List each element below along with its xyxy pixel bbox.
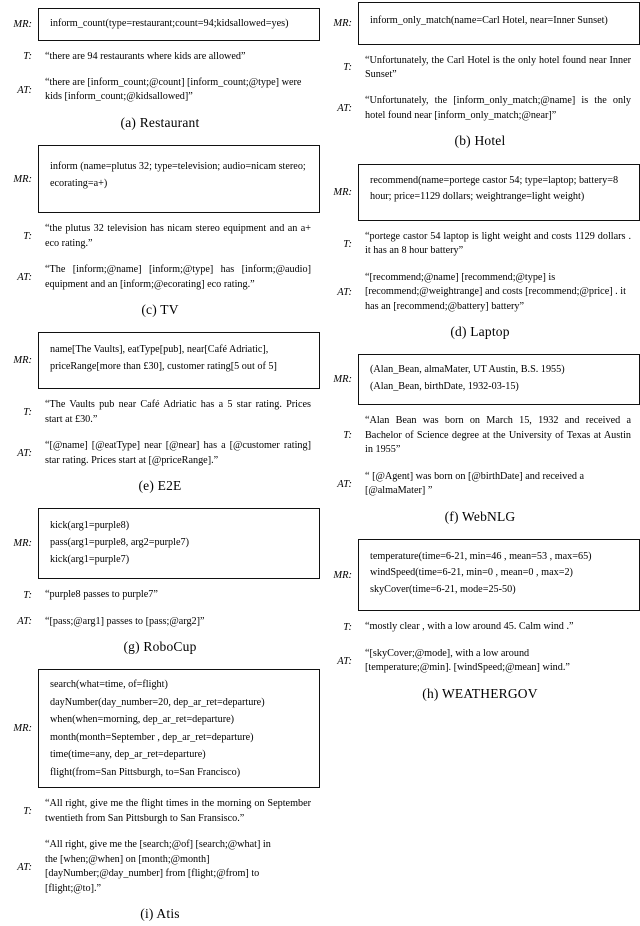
t-label: T: xyxy=(343,430,352,442)
t-label: T: xyxy=(23,51,32,63)
at-text-webnlg: “ [@Agent] was born on [@birthDate] and received a [@almaMater] ” xyxy=(365,470,585,497)
t-text-weathergov: “mostly clear , with a low around 45. Calm wind .” xyxy=(365,621,574,633)
panel-tv xyxy=(0,145,320,320)
panel-atis xyxy=(0,669,320,924)
at-text-restaurant: “there are [inform_count;@count] [inform_count;@type] were kids [inform_count;@kidsallowed]” xyxy=(45,77,302,103)
mr-line: inform_only_match(name=Carl Hotel, near=Inner Sunset) xyxy=(370,15,608,26)
t-row xyxy=(320,227,640,262)
mr-row xyxy=(0,508,320,579)
panel-caption-e2e: (e) E2E xyxy=(138,478,182,494)
mr-line: when(when=morning, dep_ar_ret=departure) xyxy=(50,714,235,726)
t-text-robocup: “purple8 passes to purple7” xyxy=(45,589,158,601)
at-row xyxy=(320,467,640,502)
mr-row xyxy=(0,669,320,788)
mr-line: temperature(time=6-21, min=46 , mean=53 , max=65) xyxy=(370,550,592,562)
mr-line: month(month=September , dep_ar_ret=departure) xyxy=(50,731,254,743)
at-row xyxy=(320,644,640,679)
mr-label: MR: xyxy=(13,355,32,367)
t-row xyxy=(320,51,640,86)
at-label: AT: xyxy=(337,655,352,667)
at-label: AT: xyxy=(17,448,32,460)
t-row xyxy=(0,219,320,254)
mr-line: kick(arg1=purple7) xyxy=(50,553,130,565)
mr-line: pass(arg1=purple8, arg2=purple7) xyxy=(50,536,189,548)
at-label: AT: xyxy=(17,616,32,628)
mr-box-atis xyxy=(38,669,320,788)
at-row xyxy=(0,612,320,632)
mr-label: MR: xyxy=(13,18,32,30)
mr-line: inform (name=plutus 32; type=television; audio=nicam stereo; ecorating=a+) xyxy=(50,161,306,189)
mr-line: kick(arg1=purple8) xyxy=(50,520,130,532)
mr-row xyxy=(0,332,320,389)
panel-caption-robocup: (g) RoboCup xyxy=(123,638,197,654)
at-label: AT: xyxy=(337,478,352,490)
t-text-tv: “the plutus 32 television has nicam stereo equipment and an a+ eco rating.” xyxy=(45,223,311,249)
mr-box-robocup xyxy=(38,508,320,579)
at-text-robocup: “[pass;@arg1] passes to [pass;@arg2]” xyxy=(45,615,205,627)
t-label: T: xyxy=(343,622,352,634)
mr-line: flight(from=San Pittsburgh, to=San Francisco) xyxy=(50,766,241,778)
mr-box-webnlg xyxy=(358,354,640,405)
mr-row xyxy=(320,539,640,612)
mr-line: search(what=time, of=flight) xyxy=(50,679,168,691)
t-row xyxy=(0,395,320,430)
t-row xyxy=(320,411,640,460)
at-row xyxy=(0,835,320,899)
at-text-hotel: “Unfortunately, the [inform_only_match;@name] is the only hotel found near [inform_only_match;@near]” xyxy=(365,95,631,121)
panel-caption-atis: (i) Atis xyxy=(140,906,180,922)
mr-box-hotel xyxy=(358,2,640,45)
t-text-laptop: “portege castor 54 laptop is light weight and costs 1129 dollars . it has an 8 hour battery” xyxy=(365,230,631,257)
panel-webnlg xyxy=(320,354,640,527)
mr-line: recommend(name=portege castor 54; type=laptop; battery=8 hour; price=1129 dollars; weightrange=light weight) xyxy=(370,174,619,203)
t-text-e2e: “The Vaults pub near Café Adriatic has a 5 star rating. Prices start at £30.” xyxy=(45,399,311,425)
mr-line: inform_count(type=restaurant;count=94;kidsallowed=yes) xyxy=(50,18,289,29)
t-row xyxy=(320,617,640,637)
mr-label: MR: xyxy=(333,374,352,386)
panel-caption-webnlg: (f) WebNLG xyxy=(444,508,516,524)
t-label: T: xyxy=(23,407,32,419)
figure-column-left xyxy=(0,0,320,925)
mr-line: windSpeed(time=6-21, min=0 , mean=0 , max=2) xyxy=(370,567,573,579)
at-row xyxy=(320,268,640,317)
t-row xyxy=(0,585,320,605)
t-text-restaurant: “there are 94 restaurants where kids are allowed” xyxy=(45,50,246,62)
panel-caption-hotel: (b) Hotel xyxy=(454,133,506,149)
at-label: AT: xyxy=(17,861,32,873)
at-label: AT: xyxy=(337,286,352,298)
mr-label: MR: xyxy=(13,173,32,185)
t-label: T: xyxy=(23,806,32,818)
at-text-e2e: “[@name] [@eatType] near [@near] has a [@customer rating] star rating. Prices start at [@priceRange].” xyxy=(45,440,311,466)
t-text-hotel: “Unfortunately, the Carl Hotel is the only hotel found near Inner Sunset” xyxy=(365,54,631,80)
mr-box-tv xyxy=(38,145,320,213)
t-row xyxy=(0,47,320,67)
mr-row xyxy=(320,2,640,45)
at-row xyxy=(0,73,320,108)
mr-row xyxy=(320,354,640,405)
t-row xyxy=(0,794,320,829)
t-text-webnlg: “Alan Bean was born on March 15, 1932 and received a Bachelor of Science degree at the University of Texas at Austin in 1955” xyxy=(365,415,631,456)
mr-box-restaurant xyxy=(38,8,320,41)
at-text-tv: “The [inform;@name] [inform;@type] has [inform;@audio] equipment and an [inform;@ecorating] eco rating.” xyxy=(45,264,311,290)
panel-caption-tv: (c) TV xyxy=(141,302,179,318)
mr-row xyxy=(0,145,320,213)
t-label: T: xyxy=(343,62,352,74)
at-text-weathergov: “[skyCover;@mode], with a low around [temperature;@min]. [windSpeed;@mean] wind.” xyxy=(365,647,570,674)
t-label: T: xyxy=(343,238,352,250)
figure-column-right xyxy=(320,0,640,704)
panel-laptop xyxy=(320,164,640,343)
mr-row xyxy=(0,8,320,41)
panel-robocup xyxy=(0,508,320,657)
t-text-atis: “All right, give me the flight times in the morning on September twentieth from San Pittsburgh to San Fransisco.” xyxy=(45,798,311,824)
at-label: AT: xyxy=(17,84,32,96)
panel-weathergov xyxy=(320,539,640,704)
mr-label: MR: xyxy=(13,723,32,735)
mr-box-e2e xyxy=(38,332,320,389)
mr-label: MR: xyxy=(333,186,352,198)
t-label: T: xyxy=(23,231,32,243)
panel-caption-restaurant: (a) Restaurant xyxy=(120,114,200,130)
panel-e2e xyxy=(0,332,320,496)
mr-line: time(time=any, dep_ar_ret=departure) xyxy=(50,749,206,761)
mr-box-weathergov xyxy=(358,539,640,612)
at-row xyxy=(0,436,320,471)
mr-box-laptop xyxy=(358,164,640,221)
mr-label: MR: xyxy=(333,17,352,29)
mr-line: (Alan_Bean, birthDate, 1932-03-15) xyxy=(370,380,519,392)
panel-restaurant xyxy=(0,0,320,133)
panel-caption-laptop: (d) Laptop xyxy=(450,324,510,340)
at-text-atis: “All right, give me the [search;@of] [search;@what] in the [when;@when] on [month;@month] [dayNumber;@day_number] from [flight;@from] to [flight;@to].” xyxy=(45,839,271,894)
mr-line: skyCover(time=6-21, mode=25-50) xyxy=(370,583,516,595)
at-label: AT: xyxy=(337,103,352,115)
mr-line: (Alan_Bean, almaMater, UT Austin, B.S. 1955) xyxy=(370,364,565,376)
mr-label: MR: xyxy=(13,538,32,550)
mr-line: dayNumber(day_number=20, dep_ar_ret=departure) xyxy=(50,696,265,708)
at-row xyxy=(320,91,640,126)
mr-label: MR: xyxy=(333,569,352,581)
at-label: AT: xyxy=(17,272,32,284)
at-row xyxy=(0,260,320,295)
mr-row xyxy=(320,164,640,221)
at-text-laptop: “[recommend;@name] [recommend;@type] is [recommend;@weightrange] and costs [recommend;@price] . it has an [recommend;@battery] battery” xyxy=(365,271,626,312)
panel-caption-weathergov: (h) WEATHERGOV xyxy=(422,685,538,701)
mr-line: name[The Vaults], eatType[pub], near[Café Adriatic], priceRange[more than £30], customer rating[5 out of 5] xyxy=(50,344,277,372)
panel-hotel xyxy=(320,0,640,152)
t-label: T: xyxy=(23,589,32,601)
